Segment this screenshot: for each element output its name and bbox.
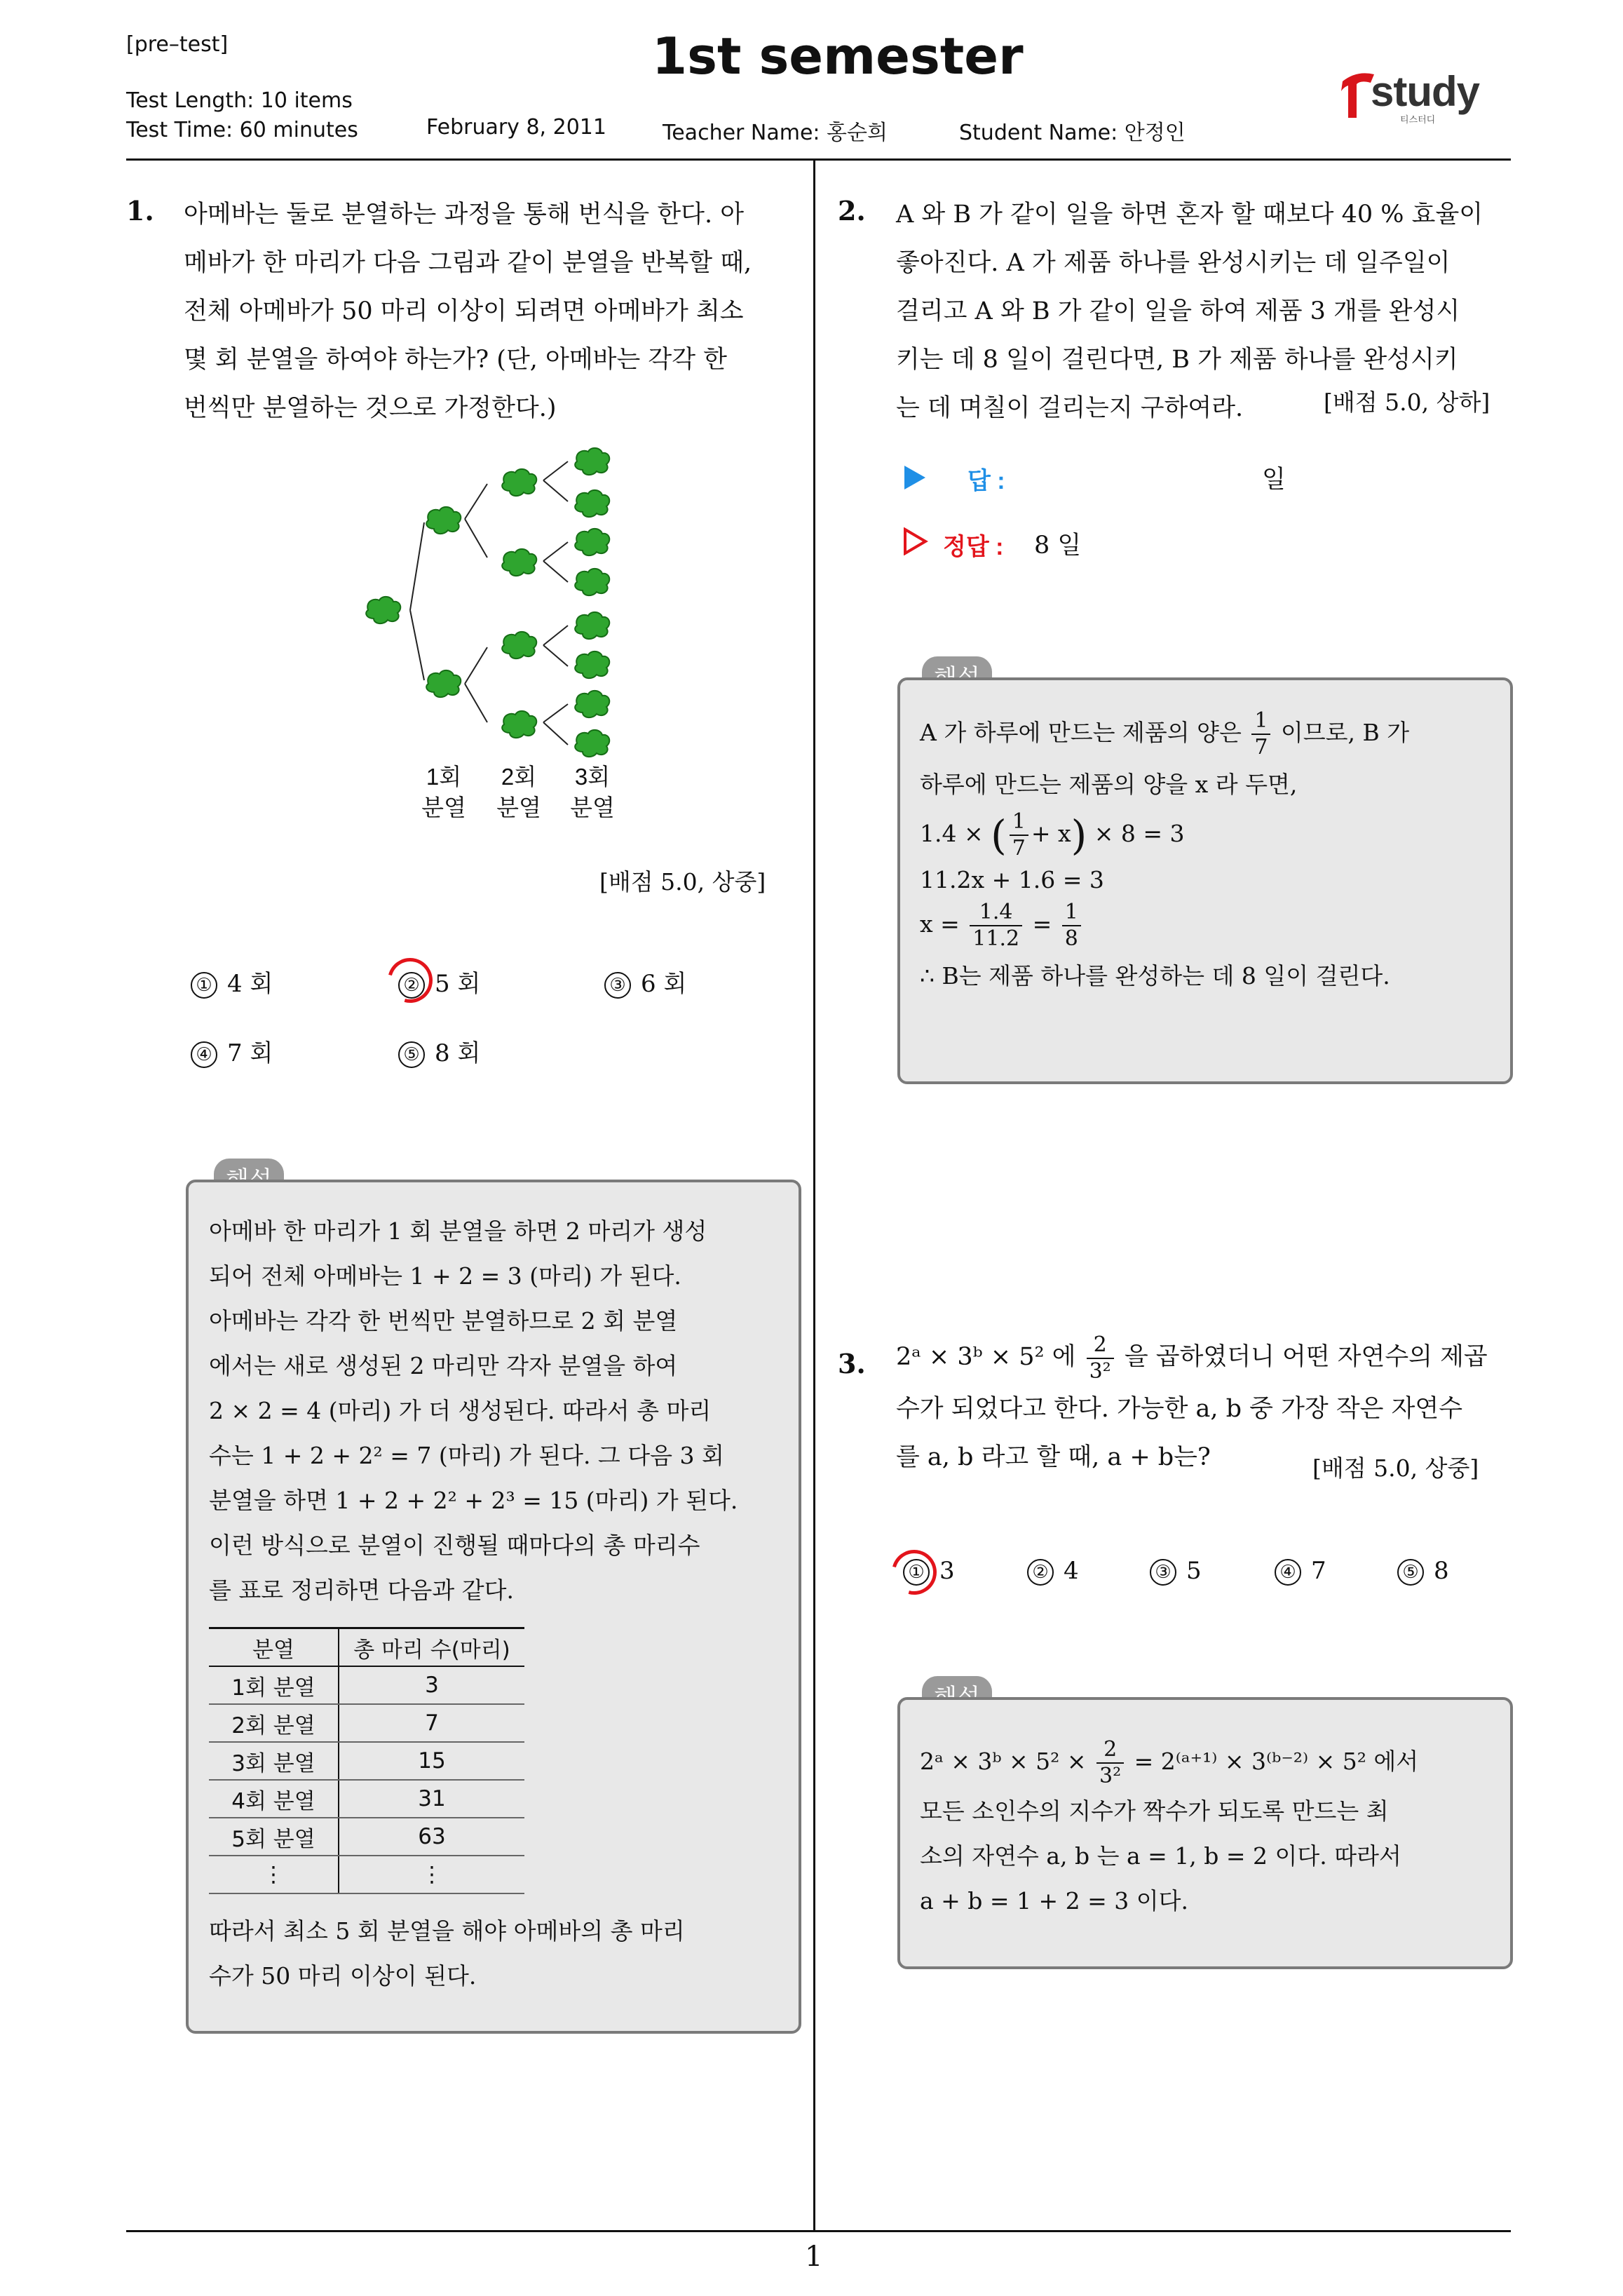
amoeba-icon (575, 448, 609, 475)
page-title: 1st semester (652, 27, 1024, 86)
correct-value: 8 일 (1034, 532, 1082, 560)
q3-choice-3[interactable]: ③ 5 (1150, 1557, 1202, 1586)
answer-input[interactable] (1024, 491, 1255, 492)
q1-line: 번씩만 분열하는 것으로 가정한다.) (184, 394, 557, 422)
table-row: ⋮ ⋮ (209, 1856, 524, 1893)
student-name: Student Name: 안정인 (959, 121, 1186, 145)
test-tag: [pre–test] (126, 32, 229, 57)
tstudy-logo (1336, 67, 1511, 123)
amoeba-icon (575, 569, 609, 595)
answer-arrow-icon (904, 466, 925, 489)
q1-line: 전체 아메바가 50 마리 이상이 되려면 아메바가 최소 (184, 297, 744, 325)
test-time: Test Time: 60 minutes (126, 118, 358, 142)
q1-choice-3[interactable]: ③ 6 회 (604, 964, 686, 999)
test-date: February 8, 2011 (426, 115, 606, 140)
q1-text (184, 191, 801, 433)
test-length: Test Length: 10 items (126, 88, 353, 113)
table-row: 5회 분열 63 (209, 1818, 524, 1856)
table-row: 4회 분열 31 (209, 1780, 524, 1818)
correct-label: 정답 : (943, 534, 1004, 560)
q1-number: 1. (126, 195, 154, 227)
q1-line: 메바가 한 마리가 다음 그림과 같이 분열을 반복할 때, (184, 249, 752, 277)
page-number: 1 (805, 2241, 823, 2273)
footer-rule (126, 2230, 1511, 2232)
division-table: 분열 총 마리 수(마리) 1회 분열 3 2회 분열 7 3회 분열 15 4회 분열 31 5회 분열 63 ⋮ ⋮ (209, 1627, 524, 1894)
q3-score: [배점 5.0, 상중] (1312, 1454, 1479, 1482)
correct-arrow-icon (903, 527, 928, 555)
amoeba-icon (426, 670, 461, 697)
q3-solution-text: 2ᵃ × 3ᵇ × 5² × $\frac{2}{\text{3²}}$ = 2⁽ᵃ⁺¹⁾ × 3⁽ᵇ⁻²⁾ × 5² 에서 모든 소인수의 지수가 짝수가 되도록 만드는 최 소의 자연수 a, b 는 a = 1, b = 2 이다. 따라서 a + b = 1 + 2 = 3 이다. (920, 1737, 1419, 1915)
q3-choice-1[interactable]: ① 3 (903, 1557, 955, 1586)
q1-choice-5[interactable]: ⑤ 8 회 (398, 1034, 480, 1068)
teacher-name: Teacher Name: 홍순희 (663, 121, 888, 145)
logo-subtext: 티스터디 (1400, 114, 1436, 125)
table-row: 2회 분열 7 (209, 1704, 524, 1742)
q2-number: 2. (838, 195, 866, 227)
amoeba-icon (502, 632, 536, 659)
q3-text: 2ᵃ × 3ᵇ × 5² 에 $\frac{2}{\text{3²}}$ 을 곱하였더니 어떤 자연수의 제곱 수가 되었다고 한다. 가능한 a, b 중 가장 작은 자연수 를 a, b 라고 할 때, a + b는? (896, 1332, 1488, 1471)
amoeba-icon (575, 691, 609, 717)
amoeba-icon (575, 529, 609, 555)
amoeba-icon (502, 549, 536, 576)
q2-solution-text: A 가 하루에 만드는 제품의 양은 $\frac{1}{7}$ 이므로, B 가 하루에 만드는 제품의 양을 x 라 두면, 1.4 × ( $\frac{1}{7}$ + x) × 8 = 3 11.2x + 1.6 = 3 x = $\frac{1.4}{11.2}$ = $\frac{1}{8}$ ∴ B는 제품 하나를 완성하는 데 8 일이 걸린다. (920, 708, 1410, 990)
amoeba-division-figure (354, 442, 634, 764)
logo-text: study (1371, 68, 1480, 115)
amoeba-icon (502, 469, 536, 496)
q3-choice-2[interactable]: ② 4 (1027, 1557, 1079, 1586)
q1-line: 아메바는 둘로 분열하는 과정을 통해 번식을 한다. 아 (184, 201, 745, 229)
amoeba-icon (575, 730, 609, 757)
table-row: 1회 분열 3 (209, 1666, 524, 1704)
q1-choice-2[interactable]: ② 5 회 (398, 964, 480, 999)
q1-choice-1[interactable]: ① 4 회 (191, 964, 273, 999)
amoeba-icon (426, 507, 461, 534)
q2-text: A 와 B 가 같이 일을 하면 혼자 할 때보다 40 % 효율이 좋아진다. A 가 제품 하나를 완성시키는 데 일주일이 걸리고 A 와 B 가 같이 일을 하여 제품 3 개를 완성시 키는 데 8 일이 걸린다면, B 가 제품 하나를 완성시키 는 데 며칠이 걸리는지 구하여라. (896, 201, 1483, 422)
q1-choice-4[interactable]: ④ 7 회 (191, 1034, 273, 1068)
figure-label-3: 3회 분열 (570, 764, 615, 821)
table-row: 3회 분열 15 (209, 1742, 524, 1780)
amoeba-icon (575, 612, 609, 639)
selected-answer-mark (883, 1541, 944, 1602)
q3-choice-5[interactable]: ⑤ 8 (1397, 1557, 1449, 1586)
q1-solution-text: 아메바 한 마리가 1 회 분열을 하면 2 마리가 생성 되어 전체 아메바는 1 + 2 = 3 (마리) 가 된다. 아메바는 각각 한 번씩만 분열하므로 2 회 분열 에서는 새로 생성된 2 마리만 각자 분열을 하여 2 × 2 = 4 (마리) 가 더 생성된다. 따라서 총 마리 수는 1 + 2 + 2² = 7 (마리) 가 된다. 그 다음 3 회 분열을 하면 1 + 2 + 2² + 2³ = 15 (마리) 가 된다. 이런 방식으로 분열이 진행될 때마다의 총 마리수 를 표로 정리하면 다음과 같다. (209, 1217, 738, 1604)
amoeba-icon (575, 490, 609, 517)
answer-label: 답 : (967, 468, 1005, 494)
figure-label-1: 1회 분열 (421, 764, 466, 821)
q3-choice-4[interactable]: ④ 7 (1275, 1557, 1326, 1586)
q1-solution-conclusion: 따라서 최소 5 회 분열을 해야 아메바의 총 마리 수가 50 마리 이상이 된다. (209, 1917, 685, 1990)
figure-label-2: 2회 분열 (496, 764, 541, 821)
header-rule (126, 158, 1511, 161)
amoeba-icon (366, 597, 400, 623)
q1-line: 몇 회 분열을 하여야 하는가? (단, 아메바는 각각 한 (184, 346, 727, 374)
amoeba-icon (502, 711, 536, 738)
selected-answer-mark (379, 950, 440, 1011)
answer-unit: 일 (1262, 466, 1286, 494)
q3-number: 3. (838, 1348, 866, 1379)
q2-score: [배점 5.0, 상하] (1324, 389, 1490, 416)
q1-score: [배점 5.0, 상중] (599, 868, 766, 896)
column-divider (813, 160, 815, 2231)
amoeba-icon (575, 651, 609, 678)
